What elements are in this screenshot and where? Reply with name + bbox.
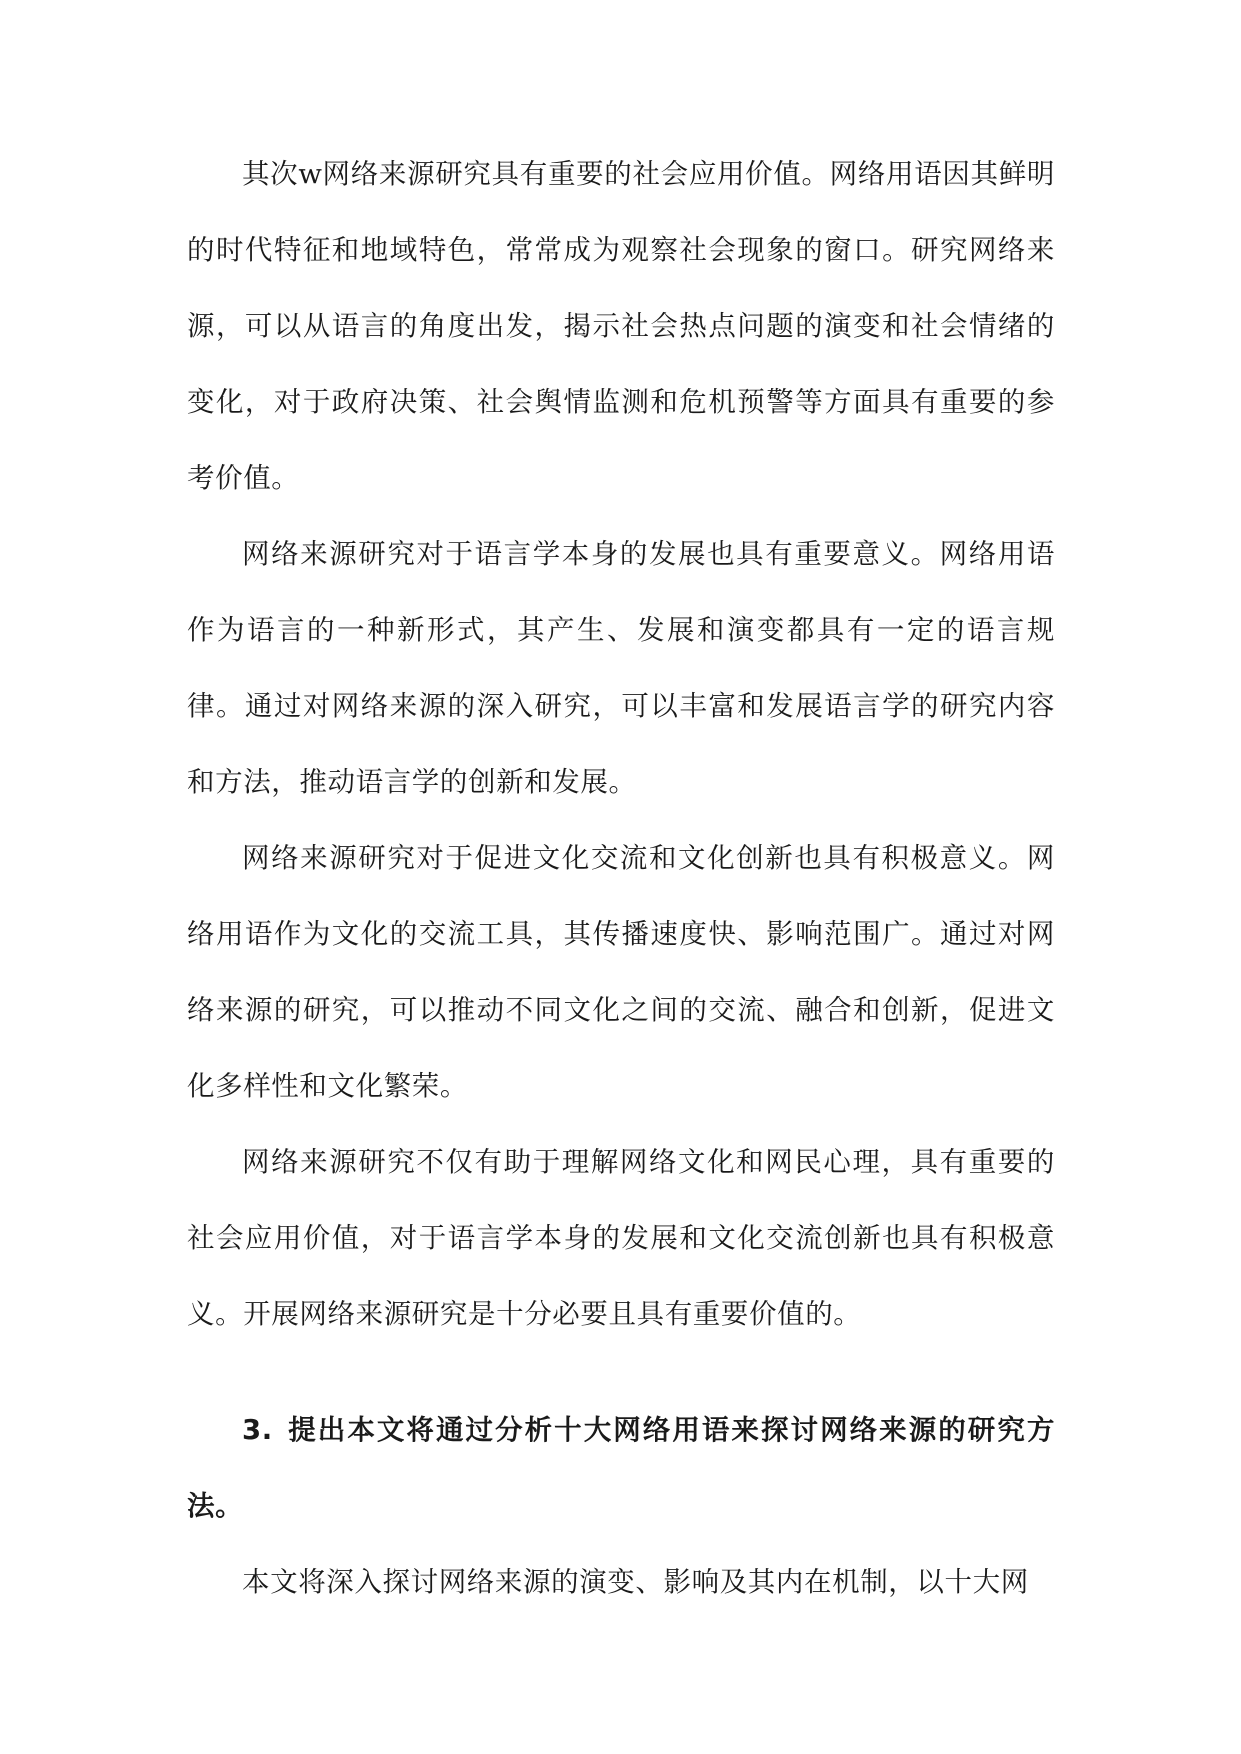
- paragraph-linguistics-significance: 网络来源研究对于语言学本身的发展也具有重要意义。网络用语作为语言的一种新形式，其产生、发展和演变都具有一定的语言规律。通过对网络来源的深入研究，可以丰富和发展语言学的研究内容和方法，推动语言学的创新和发展。: [187, 538, 1055, 798]
- document-body: [187, 136, 1055, 1620]
- section-heading-number: 3.: [242, 1414, 273, 1446]
- paragraph-social-value: 其次w网络来源研究具有重要的社会应用价值。网络用语因其鲜明的时代特征和地域特色，常常成为观察社会现象的窗口。研究网络来源，可以从语言的角度出发，揭示社会热点问题的演变和社会情绪的变化，对于政府决策、社会舆情监测和危机预警等方面具有重要的参考价值。: [187, 158, 1055, 494]
- paragraph-summary: 网络来源研究不仅有助于理解网络文化和网民心理，具有重要的社会应用价值，对于语言学本身的发展和文化交流创新也具有积极意义。开展网络来源研究是十分必要且具有重要价值的。: [187, 1146, 1055, 1330]
- paragraph-introduction: 本文将深入探讨网络来源的演变、影响及其内在机制，以十大网: [242, 1566, 1029, 1598]
- section-heading: [187, 1392, 1055, 1544]
- paragraph-cultural-exchange: 网络来源研究对于促进文化交流和文化创新也具有积极意义。网络用语作为文化的交流工具，其传播速度快、影响范围广。通过对网络来源的研究，可以推动不同文化之间的交流、融合和创新，促进文化多样性和文化繁荣。: [187, 842, 1055, 1102]
- section-heading-text: 提出本文将通过分析十大网络用语来探讨网络来源的研究方法。: [187, 1414, 1055, 1522]
